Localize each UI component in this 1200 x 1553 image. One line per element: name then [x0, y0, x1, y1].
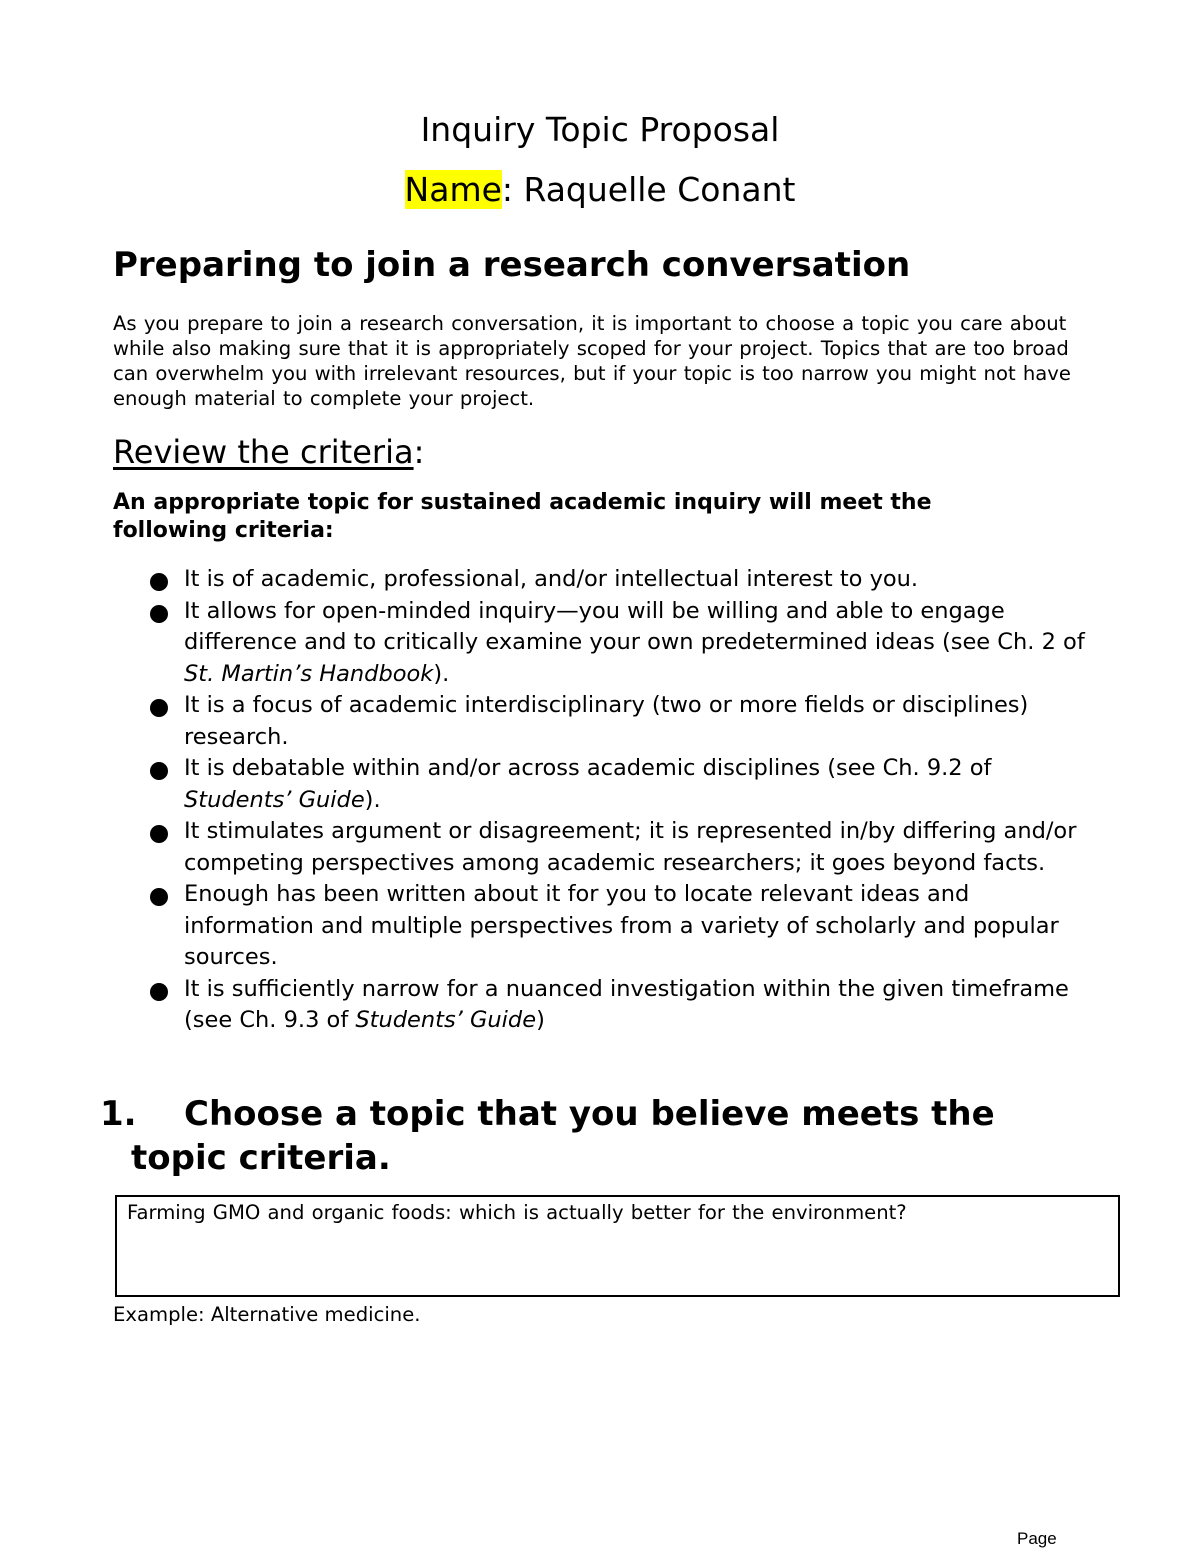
- criteria-after: ): [536, 1007, 545, 1033]
- review-criteria-colon: :: [413, 433, 425, 471]
- criteria-text: Enough has been written about it for you to locate relevant ideas and information and multiple perspectives from a variety of scholarly and popular sources.: [184, 881, 1059, 970]
- bullet-icon: [150, 699, 168, 717]
- name-label: Name: [404, 170, 502, 209]
- review-criteria-heading: [113, 430, 424, 474]
- bullet-icon: [150, 825, 168, 843]
- document-title: Inquiry Topic Proposal: [420, 110, 780, 149]
- name-separator: :: [501, 170, 524, 209]
- section-1-heading-a: Choose a topic that you believe meets the: [184, 1094, 995, 1134]
- bullet-icon: [150, 605, 168, 623]
- criteria-text: It allows for open-minded inquiry—you will be willing and able to engage difference and to critically examine your own predetermined ideas (see Ch. 2 of: [184, 597, 1085, 655]
- criteria-item: [113, 879, 1103, 974]
- criteria-emphasis: St. Martin’s Handbook: [184, 660, 434, 687]
- criteria-after: ).: [364, 786, 381, 813]
- criteria-item: [113, 690, 1103, 753]
- criteria-lead: An appropriate topic for sustained academic inquiry will meet the following criteria:: [113, 490, 932, 543]
- criteria-after: ).: [433, 660, 450, 687]
- criteria-item: [113, 816, 1103, 879]
- section-1-number: 1.: [100, 1094, 137, 1134]
- criteria-item: [113, 596, 1103, 691]
- section-heading-preparing: Preparing to join a research conversation: [113, 245, 911, 285]
- topic-answer-box[interactable]: [115, 1195, 1120, 1297]
- review-criteria-text: Review the criteria: [113, 433, 414, 471]
- criteria-emphasis: Students’ Guide: [184, 786, 365, 813]
- intro-paragraph: As you prepare to join a research conversation, it is important to choose a topic you care about while also making sure that it is appropriately scoped for your project. Topics that are too broad can overwhelm you with irrelevant resources, but if your topic is too narrow you might not have enough material to complete your project.: [113, 312, 1071, 410]
- topic-answer-text: Farming GMO and organic foods: which is actually better for the environment?: [127, 1201, 907, 1224]
- bullet-icon: [150, 573, 168, 591]
- example-text: Example: Alternative medicine.: [113, 1303, 421, 1326]
- criteria-text: It is sufficiently narrow for a nuanced investigation within the given timeframe (see Ch. 9.3 of: [184, 975, 1069, 1033]
- section-1-heading-b: topic criteria.: [131, 1138, 391, 1178]
- section-1-heading: [100, 1092, 1100, 1180]
- name-value: Raquelle Conant: [523, 170, 796, 209]
- criteria-text: It is debatable within and/or across academic disciplines (see Ch. 9.2 of: [184, 755, 992, 781]
- bullet-icon: [150, 762, 168, 780]
- bullet-icon: [150, 888, 168, 906]
- criteria-emphasis: Students’ Guide: [355, 1007, 537, 1033]
- criteria-text: It is a focus of academic interdisciplinary (two or more fields or disciplines) research.: [184, 692, 1029, 750]
- criteria-item: [113, 753, 1103, 816]
- criteria-item: [113, 564, 1103, 596]
- criteria-text: It is of academic, professional, and/or intellectual interest to you.: [184, 566, 919, 592]
- criteria-item: [113, 974, 1103, 1037]
- bullet-icon: [150, 983, 168, 1001]
- criteria-text: It stimulates argument or disagreement; it is represented in/by differing and/or competing perspectives among academic researchers; it goes beyond facts.: [184, 818, 1077, 876]
- criteria-list: [113, 564, 1103, 1037]
- name-line: [0, 168, 1200, 212]
- footer-page-label: Page: [1017, 1529, 1057, 1548]
